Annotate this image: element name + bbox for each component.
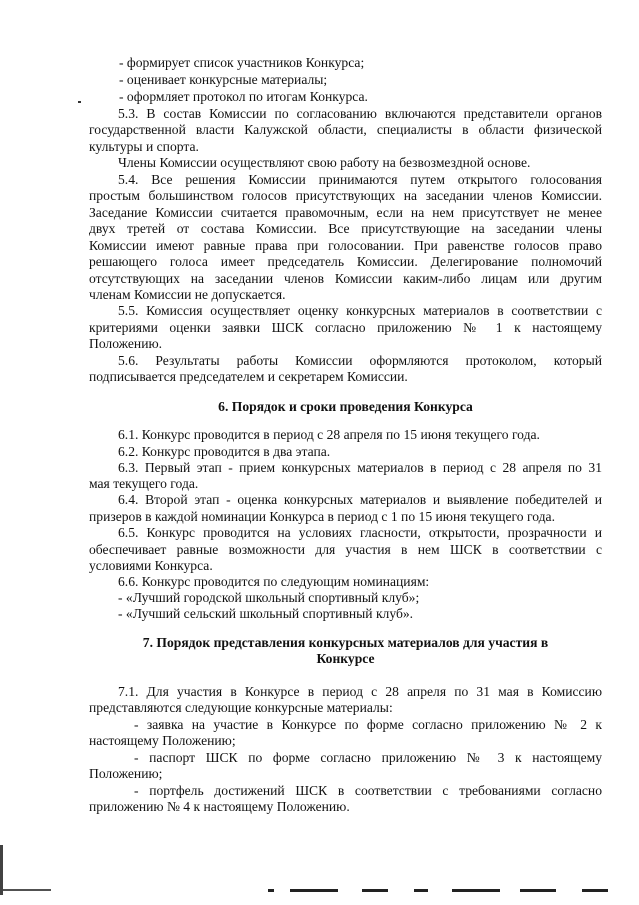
paragraph-5-3-line: 5.3. В состав Комиссии по согласованию включаются представители органов [118, 106, 602, 121]
list-item-line: - заявка на участие в Конкурсе по форме согласно приложению № 2 к [134, 717, 602, 732]
list-item: - оценивает конкурсные материалы; [119, 72, 328, 87]
list-item: - «Лучший сельский школьный спортивный клуб». [118, 606, 414, 621]
paragraph-6-5-line: обеспечивает равные возможности для участия в нем ШСК в соответствии с [89, 542, 602, 557]
paragraph-5-4-line: решающего голоса имеет председатель Комиссии. Делегирование полномочий [89, 254, 602, 269]
paragraph-5-4-line: двух третей от состава Комиссии. Все присутствующие на заседании члены [89, 221, 602, 236]
paragraph-6-5-line: 6.5. Конкурс проводится на условиях гласности, открытости, прозрачности и [118, 525, 602, 540]
scan-artifact-bottom [452, 889, 500, 892]
paragraph-5-3-line: культуры и спорта. [89, 139, 199, 154]
section-7-heading-cont: Конкурсе [316, 651, 375, 666]
paragraph-6-5-line: условиями Конкурса. [89, 558, 213, 573]
paragraph-5-4-line: простым большинством голосов присутствующих на заседании членов Комиссии. [89, 188, 602, 203]
scan-artifact-bottom [290, 889, 338, 892]
paragraph-5-4-line: Комиссии имеют равные права при голосовании. При равенстве голосов право [89, 238, 602, 253]
scan-speck [78, 101, 81, 103]
paragraph-5-6-line: 5.6. Результаты работы Комиссии оформляются протоколом, который [118, 353, 602, 368]
paragraph-5-5-line: 5.5. Комиссия осуществляет оценку конкурсных материалов в соответствии с [118, 303, 602, 318]
paragraph-6-3-line: мая текущего года. [89, 476, 199, 491]
list-item: - формирует список участников Конкурса; [119, 55, 365, 70]
paragraph-7-1-line: 7.1. Для участия в Конкурсе в период с 28 апреля по 31 мая в Комиссию [118, 684, 602, 699]
section-7-heading: 7. Порядок представления конкурсных материалов для участия в [142, 635, 549, 650]
paragraph-members: Члены Комиссии осуществляют свою работу на безвозмездной основе. [118, 155, 531, 170]
list-item-line: - паспорт ШСК по форме согласно приложению № 3 к настоящему [134, 750, 602, 765]
scan-artifact-bottom [582, 889, 608, 892]
paragraph-5-5-line: Положению. [89, 336, 163, 351]
list-item-line: настоящему Положению; [89, 733, 236, 748]
paragraph-5-4-line: Заседание Комиссии считается правомочным, если на нем присутствует не менее [89, 205, 602, 220]
list-item: - оформляет протокол по итогам Конкурса. [119, 89, 368, 104]
paragraph-5-4-line: членам Комиссии не допускается. [89, 287, 286, 302]
paragraph-6-1: 6.1. Конкурс проводится в период с 28 апреля по 15 июня текущего года. [118, 427, 540, 442]
scan-artifact-bottom [520, 889, 556, 892]
list-item-line: Положению; [89, 766, 163, 781]
paragraph-5-4-line: отсутствующих на заседании членов Комиссии каким-либо лицам или другим [89, 271, 602, 286]
paragraph-5-4-line: 5.4. Все решения Комиссии принимаются путем открытого голосования [118, 172, 602, 187]
paragraph-7-1-line: представляются следующие конкурсные материалы: [89, 700, 393, 715]
list-item-line: приложению № 4 к настоящему Положению. [89, 799, 350, 814]
scan-artifact-bottom [414, 889, 428, 892]
paragraph-6-3-line: 6.3. Первый этап - прием конкурсных материалов в период с 28 апреля по 31 [118, 460, 602, 475]
paragraph-6-4-line: призеров в каждой номинации Конкурса в период с 1 по 15 июня текущего года. [89, 509, 555, 524]
scan-artifact-bottom [362, 889, 388, 892]
paragraph-6-2: 6.2. Конкурс проводится в два этапа. [118, 444, 331, 459]
paragraph-6-6: 6.6. Конкурс проводится по следующим номинациям: [118, 574, 430, 589]
list-item: - «Лучший городской школьный спортивный клуб»; [118, 590, 420, 605]
paragraph-6-4-line: 6.4. Второй этап - оценка конкурсных материалов и выявление победителей и [118, 492, 602, 507]
paragraph-5-6-line: подписывается председателем и секретарем Комиссии. [89, 369, 408, 384]
scan-artifact-bottom [268, 889, 274, 892]
paragraph-5-3-line: государственной власти Калужской области, специалисты в области физической [89, 122, 602, 137]
list-item-line: - портфель достижений ШСК в соответствии с требованиями согласно [134, 783, 602, 798]
paragraph-5-5-line: критериями оценки заявки ШСК согласно приложению № 1 к настоящему [89, 320, 602, 335]
section-6-heading: 6. Порядок и сроки проведения Конкурса [218, 399, 473, 414]
scan-artifact-left [0, 845, 60, 895]
